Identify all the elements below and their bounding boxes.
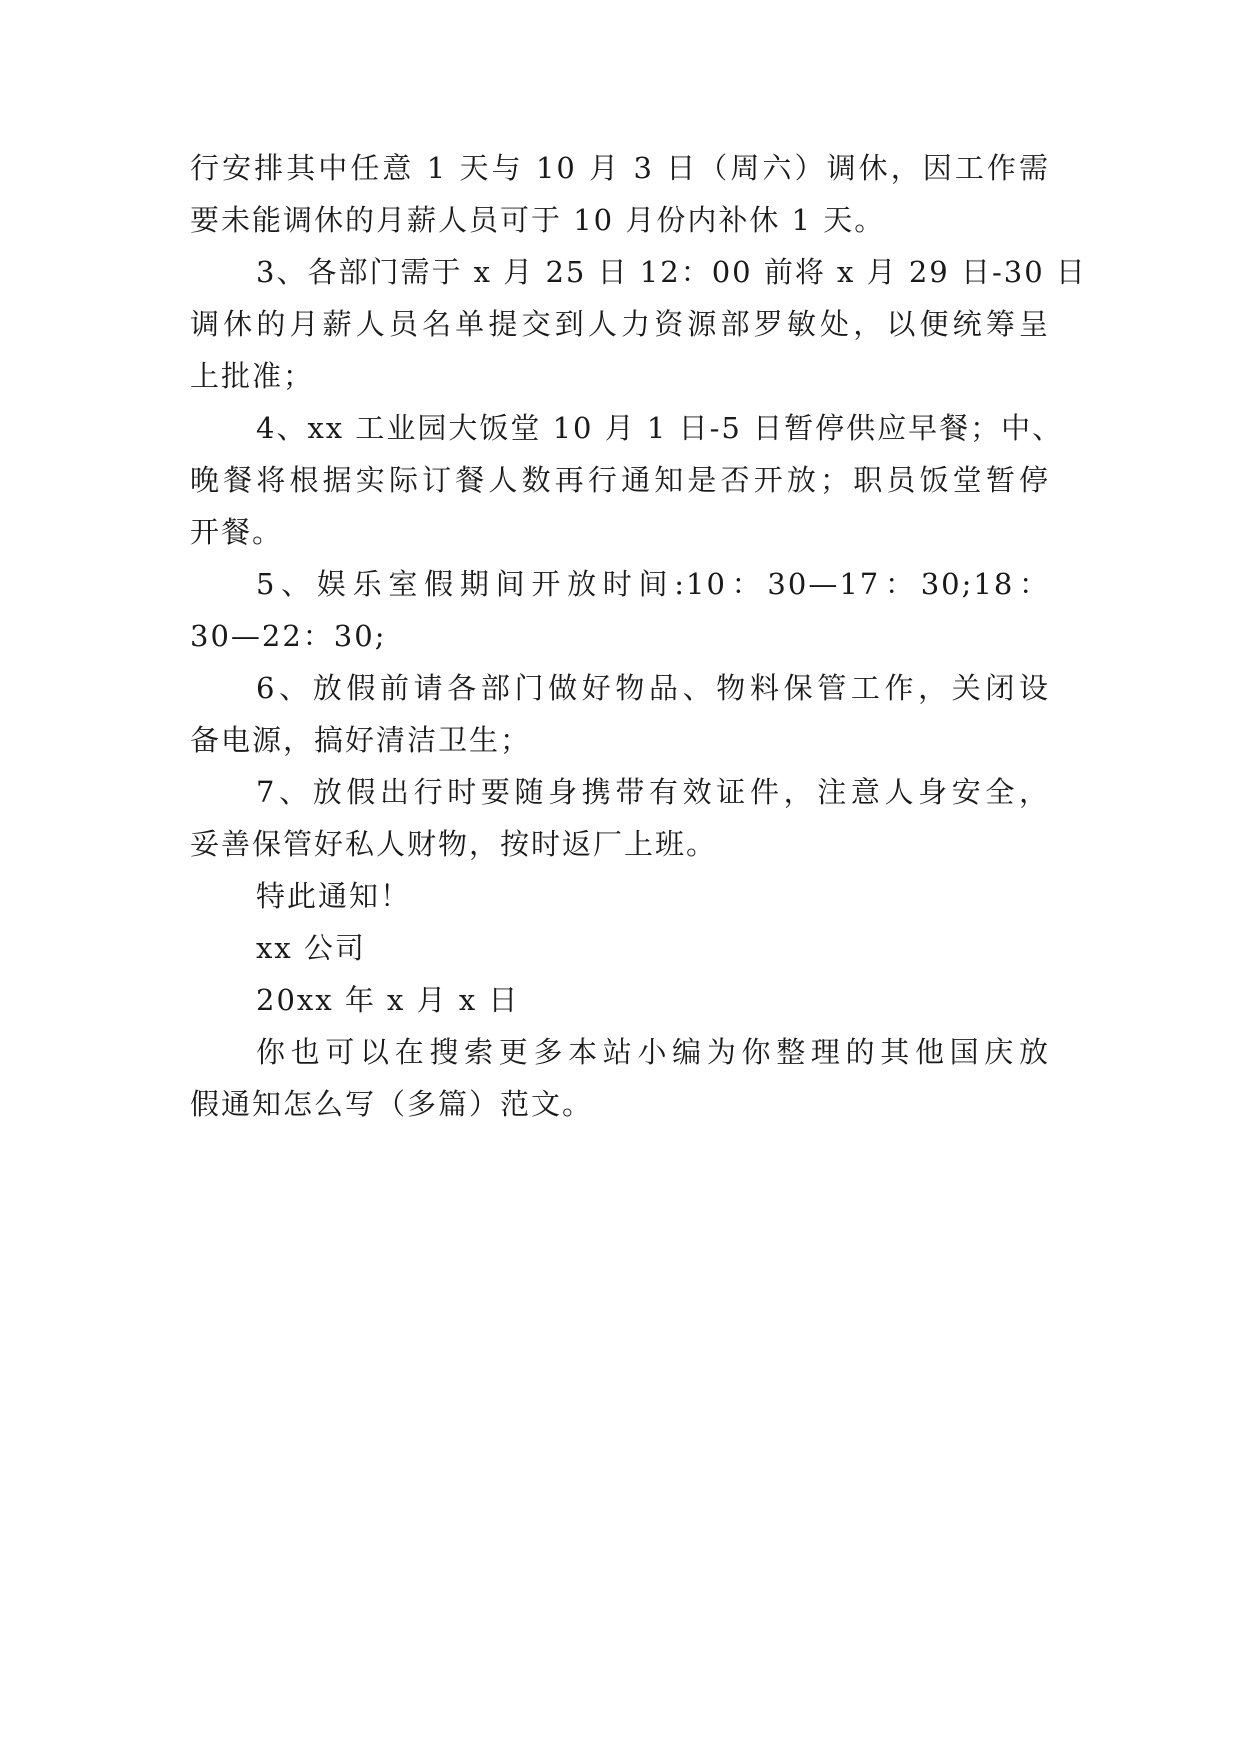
paragraph-line: 6、放假前请各部门做好物品、物料保管工作，关闭设 — [256, 671, 1050, 705]
paragraph-line: 你也可以在搜索更多本站小编为你整理的其他国庆放 — [256, 1035, 1050, 1069]
paragraph-line: 晚餐将根据实际订餐人数再行通知是否开放；职员饭堂暂停 — [190, 463, 1050, 497]
paragraph-line: 5、娱乐室假期间开放时间:10：30—17：30;18： — [256, 567, 1050, 601]
paragraph-line: 要未能调休的月薪人员可于 10 月份内补休 1 天。 — [190, 203, 886, 237]
paragraph-line: 行安排其中任意 1 天与 10 月 3 日（周六）调休，因工作需 — [190, 151, 1050, 185]
paragraph-line: 上批准； — [190, 359, 315, 393]
paragraph-line: 调休的月薪人员名单提交到人力资源部罗敏处，以便统筹呈 — [190, 307, 1050, 341]
document-date: 20xx 年 x 月 x 日 — [256, 983, 520, 1017]
paragraph-line: 妥善保管好私人财物，按时返厂上班。 — [190, 827, 718, 861]
paragraph-line: 备电源，搞好清洁卫生； — [190, 723, 532, 757]
closing-notice: 特此通知！ — [256, 879, 412, 913]
paragraph-line: 假通知怎么写（多篇）范文。 — [190, 1087, 594, 1121]
paragraph-line: 4、xx 工业园大饭堂 10 月 1 日-5 日暂停供应早餐；中、 — [256, 411, 1064, 445]
paragraph-line: 30—22：30; — [190, 619, 387, 653]
paragraph-line: 开餐。 — [190, 515, 284, 549]
paragraph-line: 3、各部门需于 x 月 25 日 12：00 前将 x 月 29 日-30 日 — [256, 255, 1087, 289]
paragraph-line: 7、放假出行时要随身携带有效证件，注意人身安全， — [256, 775, 1050, 809]
company-signature: xx 公司 — [256, 931, 366, 965]
